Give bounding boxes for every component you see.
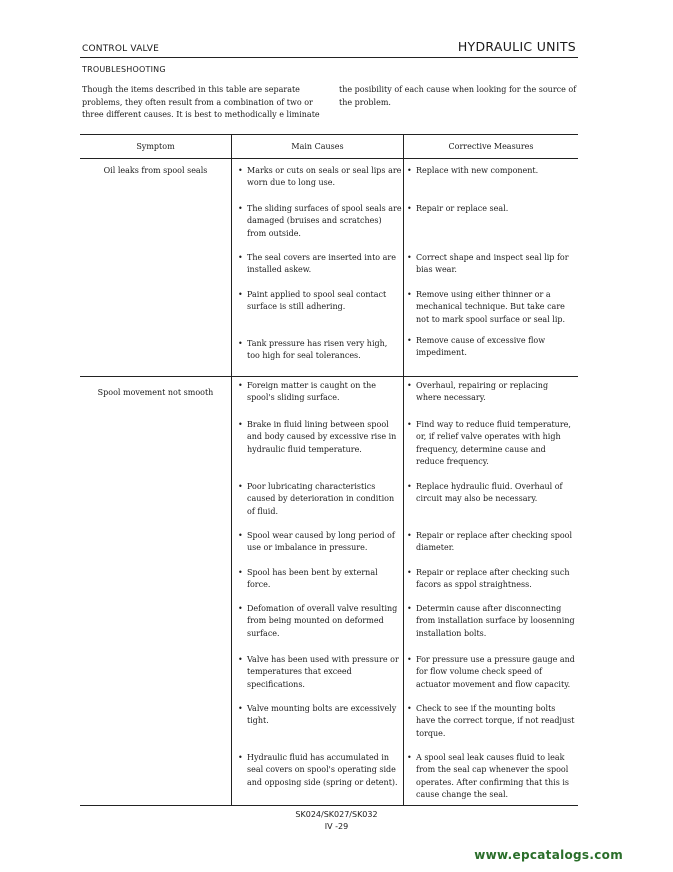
measure-cell: • A spool seal leak causes fluid to leak from the seal cap whenever the spool operates. After confirming that this is cause change the seal. (407, 753, 570, 800)
cause-cell: • Spool has been bent by external force. (238, 568, 378, 590)
cause-cell: • Poor lubricating characteristics caused by deterioration in condition of fluid. (238, 482, 395, 516)
measure-cell: • Replace hydraulic fluid. Overhaul of circuit may also be necessary. (407, 482, 563, 504)
troubleshooting-table (80, 134, 578, 806)
measure-cell: • Replace with new component. (407, 165, 575, 177)
chapter-title: HYDRAULIC UNITS (457, 39, 576, 54)
bullet: • (238, 568, 243, 577)
bullet: • (407, 604, 412, 613)
measure-cell: • Overhaul, repairing or replacing where necessary. (407, 381, 549, 403)
column-header-corrective-measures: Corrective Measures (448, 142, 534, 151)
cause-cell: • Defomation of overall valve resulting from being mounted on deformed surface. (238, 604, 398, 638)
bullet: • (407, 655, 412, 664)
table-rule-bottom (80, 805, 578, 806)
bullet: • (238, 253, 243, 262)
cause-cell: • Tank pressure has risen very high, too high for seal tolerances. (238, 339, 388, 361)
bullet: • (407, 253, 412, 262)
measure-cell: • Remove cause of excessive flow impediment. (407, 336, 546, 358)
bullet: • (407, 482, 412, 491)
bullet: • (238, 704, 243, 713)
cause-cell: • Marks or cuts on seals or seal lips are worn due to long use. (238, 166, 402, 188)
cause-cell: • Spool wear caused by long period of use or imbalance in pressure. (238, 531, 395, 553)
bullet: • (238, 753, 243, 762)
bullet: • (407, 204, 412, 213)
bullet: • (238, 166, 243, 175)
bullet: • (238, 531, 243, 540)
bullet: • (407, 704, 412, 713)
measure-cell: • Find way to reduce fluid temperature, or, if relief valve operates with high frequency, determine cause and reduce frequency. (407, 420, 571, 467)
symptom-cell: Spool movement not smooth (97, 388, 214, 397)
measure-cell: • For pressure use a pressure gauge and for flow volume check speed of actuator movement and flow capacity. (407, 655, 575, 689)
measure-cell: • Repair or replace after checking such facors as sppol straightness. (407, 568, 570, 590)
cause-cell: • Paint applied to spool seal contact surface is still adhering. (238, 290, 387, 312)
column-divider (231, 134, 232, 806)
cause-cell: • Valve mounting bolts are excessively tight. (238, 704, 397, 726)
bullet: • (407, 336, 412, 345)
intro-text-left: Though the items described in this table are separate problems, they often result from a combination of two or three different causes. It is best to methodically e liminate (82, 85, 320, 119)
column-header-symptom: Symptom (136, 142, 175, 151)
bullet: • (238, 655, 243, 664)
bullet: • (407, 568, 412, 577)
measure-cell: • Correct shape and inspect seal lip for bias wear. (407, 253, 569, 275)
table-rule-top (80, 134, 578, 135)
bullet: • (407, 166, 412, 175)
bullet: • (407, 753, 412, 762)
subsection-title: TROUBLESHOOTING (82, 65, 166, 74)
measure-cell: • Repair or replace after checking spool diameter. (407, 531, 573, 553)
table-rule-group (80, 376, 578, 377)
cause-cell: • Foreign matter is caught on the spool's sliding surface. (238, 381, 377, 403)
cause-cell: • Hydraulic fluid has accumulated in seal covers on spool's operating side and opposing side (spring or detent). (238, 753, 398, 787)
bullet: • (407, 290, 412, 299)
bullet: • (238, 381, 243, 390)
bullet: • (407, 381, 412, 390)
footer-models: SK024/SK027/SK032 (295, 810, 378, 819)
intro-text-right: the posibility of each cause when looking for the source of the problem. (339, 85, 577, 107)
bullet: • (238, 420, 243, 429)
cause-cell: • Brake in fluid lining between spool and body caused by excessive rise in hydraulic fluid temperature. (238, 420, 397, 454)
measure-cell: • Check to see if the mounting bolts have the correct torque, if not readjust torque. (407, 704, 575, 738)
watermark: www.epcatalogs.com (474, 848, 623, 862)
bullet: • (238, 482, 243, 491)
page-number: IV -29 (324, 822, 349, 831)
column-divider (403, 134, 404, 806)
measure-cell: • Repair or replace seal. (407, 203, 575, 215)
table-rule-header (80, 158, 578, 159)
bullet: • (238, 339, 243, 348)
header-rule (80, 57, 578, 58)
bullet: • (238, 604, 243, 613)
cause-cell: • The sliding surfaces of spool seals are damaged (bruises and scratches) from outside. (238, 204, 402, 238)
bullet: • (238, 204, 243, 213)
bullet: • (238, 290, 243, 299)
bullet: • (407, 531, 412, 540)
measure-cell: • Determin cause after disconnecting from installation surface by loosenning installation bolts. (407, 604, 575, 638)
bullet: • (407, 420, 412, 429)
symptom-cell: Oil leaks from spool seals (103, 166, 208, 175)
cause-cell: • Valve has been used with pressure or temperatures that exceed specifications. (238, 655, 399, 689)
column-header-main-causes: Main Causes (291, 142, 344, 151)
measure-cell: • Remove using either thinner or a mechanical technique. But take care not to mark spool surface or seal lip. (407, 290, 566, 324)
cause-cell: • The seal covers are inserted into are installed askew. (238, 253, 396, 275)
section-title: CONTROL VALVE (82, 44, 160, 54)
